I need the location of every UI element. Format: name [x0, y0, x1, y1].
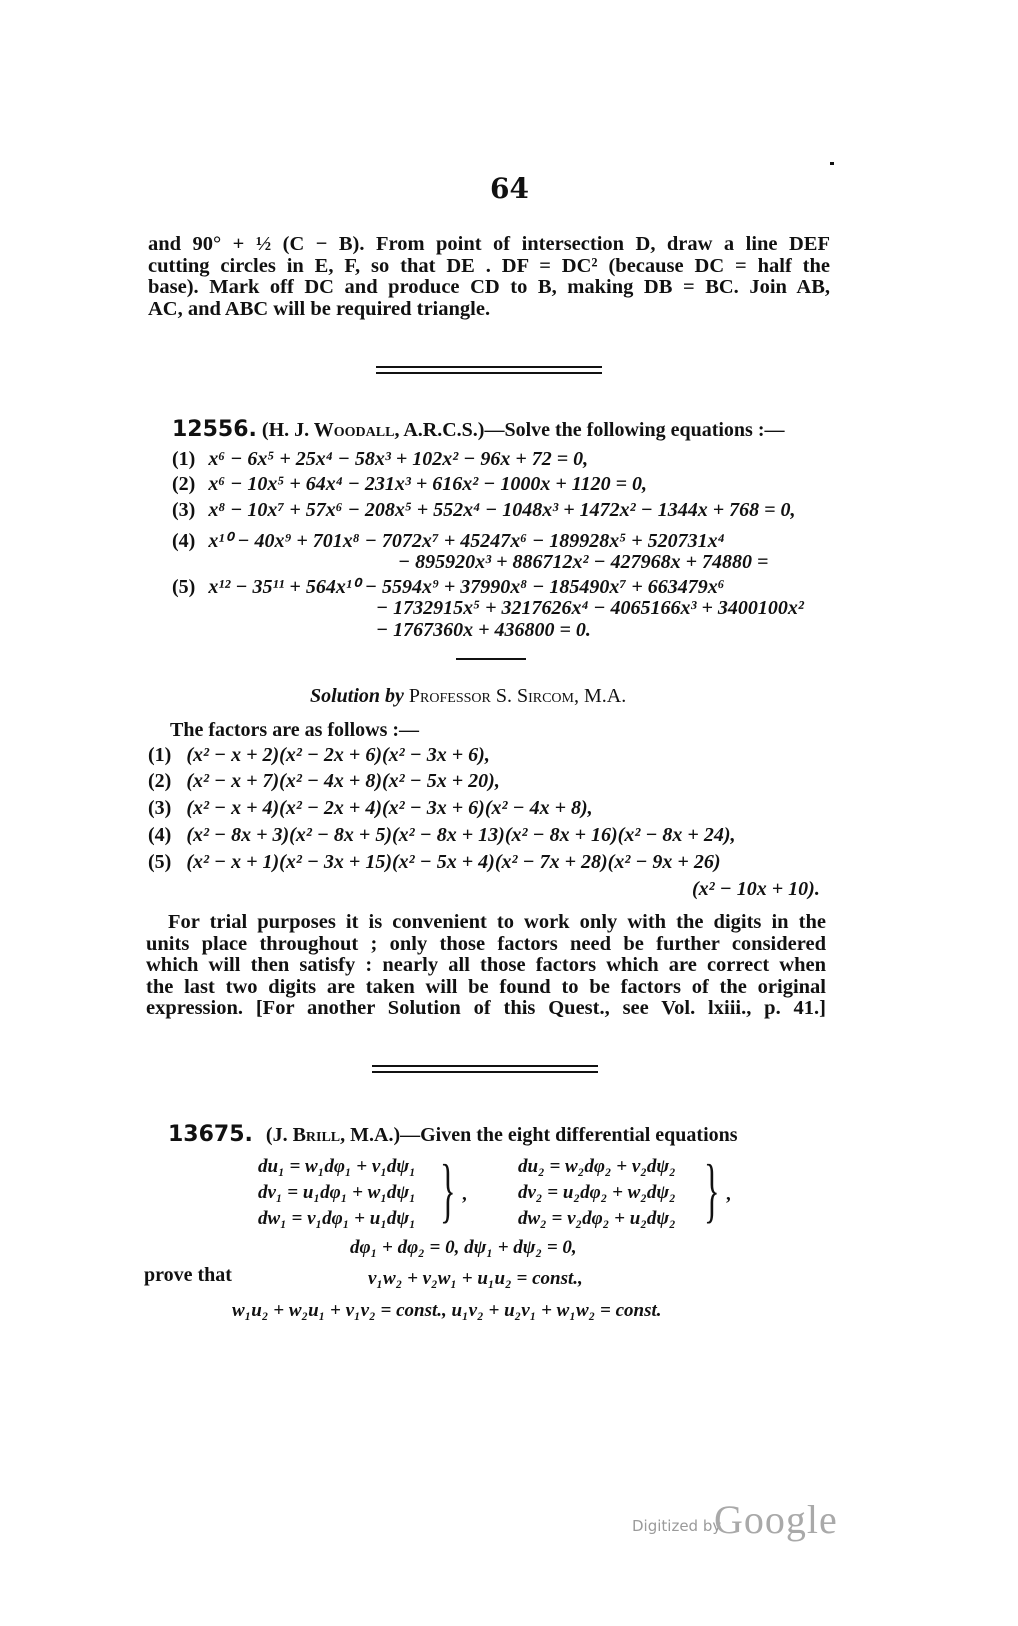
equation-text: x¹⁰ − 40x⁹ + 701x⁸ − 7072x⁷ + 45247x⁶ − 189928x⁵ + 520731x⁴ — [208, 530, 725, 552]
equation-row — [172, 499, 796, 522]
solution-line: which will then satisfy : nearly all those factors which are correct when — [146, 954, 826, 976]
factor-row — [148, 744, 490, 767]
question-prompt: —Solve the following equations :— — [484, 419, 785, 441]
equation-text: x⁸ − 10x⁷ + 57x⁶ − 208x⁵ + 552x⁴ − 1048x³ + 1472x² − 1344x + 768 = 0, — [208, 499, 796, 521]
factor-text: (x² − x + 7)(x² − 4x + 8)(x² − 5x + 20), — [186, 770, 500, 792]
factor-text: (x² − x + 1)(x² − 3x + 15)(x² − 5x + 4)(x² − 7x + 28)(x² − 9x + 26) — [186, 851, 721, 873]
system-comma: , — [462, 1184, 467, 1205]
equation-label: (2) — [172, 473, 196, 495]
solution-line: expression. [For another Solution of this Quest., see Vol. lxiii., p. 41.] — [146, 997, 826, 1019]
divider-rule — [372, 1065, 598, 1067]
equation-row — [172, 448, 588, 471]
solution-by: Solution by — [310, 685, 404, 707]
question-12556-header — [172, 418, 784, 442]
factor-label: (3) — [148, 797, 172, 819]
divider-rule — [372, 1071, 598, 1073]
equation-text: − 1732915x⁵ + 3217626x⁴ − 4065166x³ + 3400100x² — [376, 597, 804, 619]
question-number: 12556. — [172, 417, 257, 442]
factor-continuation — [692, 878, 820, 901]
equation-text: x⁶ − 10x⁵ + 64x⁴ − 231x³ + 616x² − 1000x + 1120 = 0, — [208, 473, 648, 495]
intro-paragraph — [148, 234, 830, 320]
constraint-equations: dφ₁ + dφ₂ = 0, dψ₁ + dψ₂ = 0, — [350, 1237, 577, 1258]
right-brace-icon: } — [704, 1150, 720, 1230]
solution-author: Professor S. Sircom, M.A. — [408, 685, 627, 707]
left-system-eq: du₁ = w₁dφ₁ + v₁dψ₁ — [258, 1156, 416, 1177]
factor-text: (x² − x + 4)(x² − 2x + 4)(x² − 3x + 6)(x² − 4x + 8), — [186, 797, 593, 819]
left-system-eq: dw₁ = v₁dφ₁ + u₁dψ₁ — [258, 1208, 416, 1229]
question-number: 13675. — [168, 1122, 253, 1147]
equation-continuation — [398, 551, 768, 574]
factor-row — [148, 770, 500, 793]
equation-text: − 895920x³ + 886712x² − 427968x + 74880 = — [398, 551, 769, 573]
right-system-eq: dw₂ = v₂dφ₂ + u₂dψ₂ — [518, 1208, 676, 1229]
solution-line: For trial purposes it is convenient to work only with the digits in the — [168, 911, 826, 933]
system-comma: , — [726, 1184, 731, 1205]
factor-label: (1) — [148, 744, 172, 766]
factor-text: (x² − 10x + 10). — [692, 878, 820, 900]
factor-row — [148, 797, 593, 820]
question-author: (J. Brill, M.A.) — [265, 1124, 401, 1146]
prove-label: prove that — [144, 1264, 232, 1286]
factor-label: (4) — [148, 824, 172, 846]
equation-label: (5) — [172, 576, 196, 598]
solution-paragraph — [146, 912, 826, 1020]
factor-text: (x² − x + 2)(x² − 2x + 6)(x² − 3x + 6), — [186, 744, 490, 766]
question-prompt: —Given the eight differential equations — [400, 1124, 738, 1146]
factor-text: (x² − 8x + 3)(x² − 8x + 5)(x² − 8x + 13)(x² − 8x + 16)(x² − 8x + 24), — [186, 824, 736, 846]
google-logo: Google — [714, 1497, 838, 1542]
intro-line: cutting circles in E, F, so that DE . DF = DC² (because DC = half the — [148, 254, 830, 277]
factor-row — [148, 824, 736, 847]
right-system-eq: dv₂ = u₂dφ₂ + w₂dψ₂ — [518, 1182, 676, 1203]
result-equation: w₁u₂ + w₂u₁ + v₁v₂ = const., u₁v₂ + u₂v₁ + w₁w₂ = const. — [232, 1300, 662, 1321]
digitized-by-text: Digitized by — [632, 1517, 722, 1535]
equation-row — [172, 473, 647, 496]
short-rule — [456, 658, 526, 660]
result-equation: v₁w₂ + v₂w₁ + u₁u₂ = const., — [368, 1268, 583, 1289]
solution-intro: The factors are as follows :— — [170, 719, 420, 741]
factor-label: (5) — [148, 851, 172, 873]
solution-byline — [310, 685, 626, 708]
equation-continuation — [376, 597, 804, 620]
equation-label: (3) — [172, 499, 196, 521]
divider-rule — [376, 366, 602, 368]
divider-rule — [376, 372, 602, 374]
equation-continuation — [376, 619, 591, 642]
left-system-eq: dv₁ = u₁dφ₁ + w₁dψ₁ — [258, 1182, 416, 1203]
equation-text: x⁶ − 6x⁵ + 25x⁴ − 58x³ + 102x² − 96x + 72 = 0, — [208, 448, 589, 470]
equation-label: (4) — [172, 530, 196, 552]
intro-line: AC, and ABC will be required triangle. — [148, 297, 491, 320]
solution-line: units place throughout ; only those factors need be further considered — [146, 932, 826, 955]
intro-line: and 90° + ½ (C − B). From point of intersection D, draw a line DEF — [148, 233, 830, 255]
equation-text: − 1767360x + 436800 = 0. — [376, 619, 591, 641]
speck — [830, 162, 834, 165]
factor-row — [148, 851, 721, 874]
equation-row — [172, 530, 725, 553]
intro-line: base). Mark off DC and produce CD to B, making DB = BC. Join AB, — [148, 276, 830, 298]
equation-text: x¹² − 35¹¹ + 564x¹⁰ − 5594x⁹ + 37990x⁸ − 185490x⁷ + 663479x⁶ — [208, 576, 725, 598]
equation-label: (1) — [172, 448, 196, 470]
factor-label: (2) — [148, 770, 172, 792]
solution-line: the last two digits are taken will be found to be factors of the original — [146, 975, 826, 998]
right-brace-icon: } — [440, 1150, 456, 1230]
right-system-eq: du₂ = w₂dφ₂ + v₂dψ₂ — [518, 1156, 676, 1177]
question-author: (H. J. Woodall, A.R.C.S.) — [261, 419, 485, 441]
equation-row — [172, 576, 725, 599]
page-number: 64 — [490, 172, 529, 205]
question-13675-header — [168, 1123, 738, 1147]
